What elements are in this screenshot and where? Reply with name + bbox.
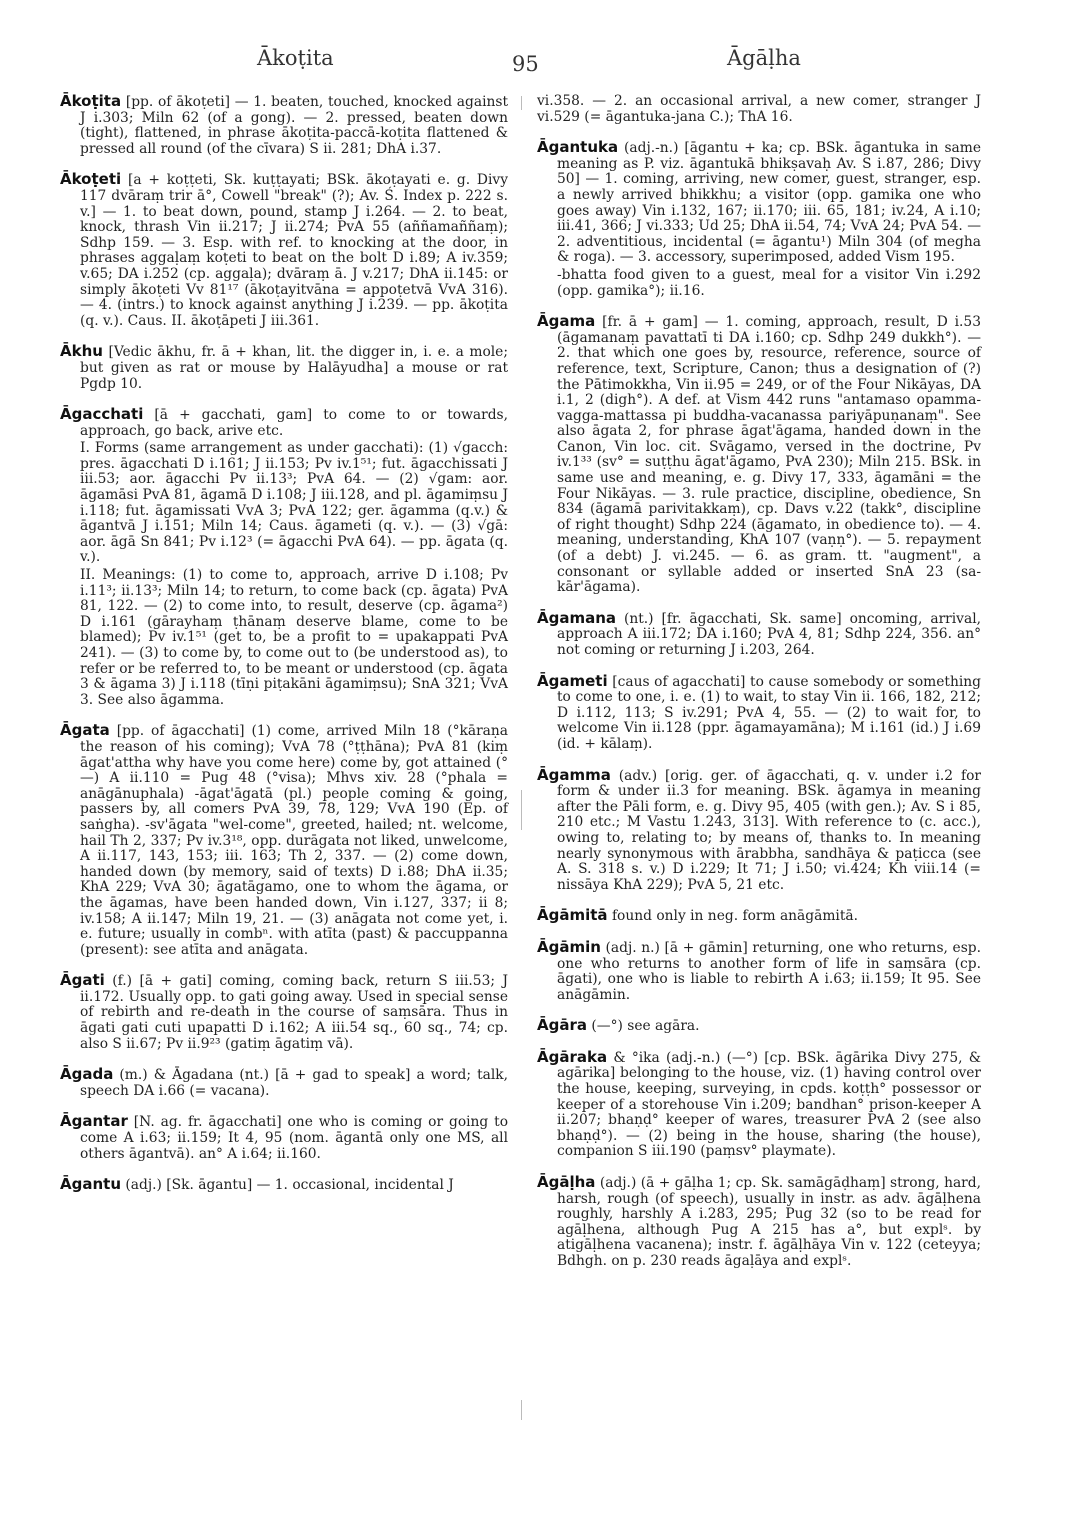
entry-headword: Āgāra [537, 1016, 587, 1035]
column-divider-mark [521, 1400, 522, 1420]
entry-definition: (f.) [ā + gati] coming, coming back, return S iii.53; J ii.172. Usually opp. to gati going away. Used in special sense of rebirth and re-death in the course of saṃsāra. Thus in āgati gati cuti upapatti D i.162; A iii.54 sq., 60 sq., 74; cp. also S ii.67; Pv ii.9²³ (gatiṃ āgatiṃ vā). [80, 973, 508, 1052]
entry-definition: [pp. of āgacchati] (1) come, arrived Miln 18 (°kāraṇa the reason of his coming); VvA 78 (°ṭṭhāna); PvA 81 (kiṃ āgat'attha why have you come here) come by, got attained (°—) A ii.110 = Pug 48 (°visa); Mhvs xiv. 28 (°phala = anāgānuphala) -āgat'āgatā (pl.) people coming & going, passers by, all comers PvA 39, 78, 129; VvA 190 (Ep. of saṅgha). -sv'āgata "wel-come", greeted, hailed; nt. welcome, hail Th 2, 337; Pv iv.3¹⁸, opp. durāgata not liked, unwelcome, A ii.117, 143, 153; iii. 163; Th 2, 337. — (2) come down, handed down (by memory, said of texts) D i.88; DhA ii.35; KhA 229; VvA 30; āgatāgamo, one to whom the āgama, or the āgamas, have been handed down, Vin i.127, 337; ii 8; iv.158; A ii.147; Miln 19, 21. — (3) anāgata not come yet, i. e. future; usually in combⁿ. with atīta (past) & paccuppanna (present): see atīta and anāgata. [80, 723, 508, 958]
dictionary-entry [60, 344, 508, 392]
entry-headword: Āgāraka [537, 1047, 608, 1066]
entry-headword: Āgada [60, 1065, 114, 1084]
dictionary-entry [60, 1114, 508, 1162]
entry-headword: Āgacchati [60, 405, 144, 424]
dictionary-entry [60, 172, 508, 329]
entry-definition: (adj. n.) [ā + gāmin] returning, one who returns, esp. one who returns to another form of life in saṃsāra (cp. āgati), one who is liable to rebirth A i.63; ii.159; It 95. See anāgāmin. [557, 939, 981, 1003]
entry-definition: (adj.) [Sk. āgantu] — 1. occasional, incidental J [125, 1177, 454, 1194]
entry-headword: Āgata [60, 721, 110, 740]
entry-definition: (adv.) [orig. ger. of āgacchati, q. v. under i.2 for form & under ii.3 for meaning. BSk. āgamya in meaning after the Pāli form, e. g. Divy 95, 405 (with gen.); Av. S i 85, 210 etc.; M Vastu 1.243, 313]. With reference to (c. acc.), owing to, relating to; by means of, thanks to. In meaning nearly synonymous with ārabbha, sandhāya & paṭicca (see A. S. 318 s. v.) D i.229; It 71; J i.50; vi.424; Kh viii.14 (= nissāya KhA 229); PvA 5, 21 etc. [557, 767, 982, 893]
entry-headword: Ākhu [60, 342, 103, 361]
entry-headword: Āgantu [60, 1175, 121, 1194]
entry-subsection: II. Meanings: (1) to come to, approach, arrive D i.108; Pv i.11³; ii.13³; Miln 14; to return, to come back (cp. āgata) PvA 81, 122. — (2) to come into, to result, deserve (cp. āgama²) D i.161 (gārayhaṃ ṭhānaṃ deserve blame, come to be blamed); Pv iv.1⁵¹ (get to, be a profit to = upakappati PvA 241). — (3) to come by, to come out to (be understood as), to refer or be referred to, to be meant or understood (cp. āgata 3 & āgama 3) J i.118 (tīṇi piṭakāni āgamiṃsu); SnA 321; VvA 3. See also āgamma. [80, 567, 508, 708]
dictionary-entry [537, 908, 981, 925]
entry-headword: Āgantuka [537, 138, 619, 157]
entry-headword: Āgāḷha [537, 1173, 596, 1192]
right-column [537, 94, 981, 1285]
dictionary-entry [537, 1047, 981, 1160]
entry-subsection: -bhatta food given to a guest, meal for a visitor Vin i.292 (opp. gamika°); ii.16. [557, 266, 981, 299]
dictionary-entry [537, 94, 981, 125]
entry-headword: Āgāmitā [537, 906, 608, 925]
dictionary-entry [537, 608, 981, 659]
entry-definition: & °ika (adj.-n.) (—°) [cp. BSk. āgārika Divy 275, & agārika] belonging to the house, viz. (1) having control over the house, keeping, surveying, in cpds. koṭṭh° possessor or keeper of a storehouse Vin i.209; bandhan° prison-keeper A ii.207; bhaṇḍ° keeper of wares, treasurer PvA 2 (see also bhaṇḍ°). — (2) being in the house, sharing (the house), companion S iii.190 (paṃsv° playmate). [557, 1049, 981, 1160]
entry-definition: [ā + gacchati, gam] to come to or towards, approach, go back, arive etc. [80, 407, 509, 439]
dictionary-entry [60, 407, 508, 708]
entry-definition: found only in neg. form anāgāmitā. [611, 908, 858, 925]
entry-definition: (nt.) [fr. āgacchati, Sk. same] oncoming, arrival, approach A iii.172; DA i.160; PvA 4, 81; Sdhp 224, 356. an° not coming or returning J i.203, 264. [557, 610, 981, 658]
dictionary-entry [537, 140, 981, 299]
entry-headword: Āgameti [537, 671, 608, 690]
entry-definition: [pp. of ākoṭeti] — 1. beaten, touched, knocked against J i.303; Miln 62 (of a gong). — 2. pressed, beaten down (tight), flattened, in phrase ākoṭita-paccā-koṭita flattened & pressed all round (of the cīvara) S ii. 281; DhA i.37. [80, 94, 508, 157]
entry-subsection: I. Forms (same arrangement as under gacchati): (1) √gacch: pres. āgacchati D i.161; J ii.153; Pv iv.1⁵¹; fut. āgacchissati J iii.53; aor. āgacchi Pv ii.13³; PvA 64. — (2) √gam: aor. āgamāsi PvA 81, āgamā D i.108; J iii.128, and pl. āgamiṃsu J i.118; fut. āgamissati VvA 3; PvA 122; ger. āgamma (q.v.) & āgantvā J i.151; Miln 14; Caus. āgameti (q. v.). — (3) √gā: aor. āgā Sn 841; Pv i.12³ (= āgacchi PvA 64). — pp. āgata (q. v.). [80, 440, 508, 566]
dictionary-entry [537, 937, 981, 1003]
entry-definition: (adj.-n.) [āgantu + ka; cp. BSk. āgantuka in same meaning as P. viz. āgantukā bhikṣavaḥ Av. S i.87, 286; Divy 50] — 1. coming, arriving, new comer, guest, stranger, esp. a newly arrived bhikkhu; a visitor (opp. gamika one who goes away) Vin i.132, 167; ii.170; iii. 65, 181; iv.24, A i.10; iii.41, 366; J vi.333; Ud 25; DhA ii.54, 74; VvA 24; PvA 54. — 2. adventitious, incidental (= āgantu¹) Miln 304 (of megha & roga). — 3. accessory, superimposed, added Vism 195. [557, 140, 981, 266]
column-divider-mark [521, 790, 522, 830]
header-left-guideword: Ākoṭita [257, 46, 334, 70]
dictionary-entry [537, 671, 981, 753]
entry-definition: [fr. ā + gam] — 1. coming, approach, result, D i.53 (āgamanaṃ pavattatī ti DA i.160; cp. Sdhp 249 dukkh°). — 2. that which one goes by, resource, reference, source of reference, text, Scripture, Canon; thus a designation of (?) the Pātimokkha, Vin ii.95 = 249, or of the Four Nikāyas, DA i.1, 2 (digh°). A def. at Vism 442 runs "antamaso opamma-vagga-mattassa pi buddha-vacanassa pariyāpuṇanaṃ". See also āgata 2, for phrase āgat'āgama, handed down in the Canon, Vin loc. cit. Svāgamo, versed in the doctrine, Pv iv.1³³ (sv° = suṭṭhu āgat'āgamo, PvA 230); Miln 215. BSk. in same use and meaning, e. g. Divy 17, 333, āgamāni = the Four Nikāyas. — 3. rule practice, discipline, obedience, Sn 834 (āgamā parivitakkaṃ), cp. Davs v.22 (takk°, discipline of right thought) Sdhp 224 (āgamato, in obedience to). — 4. meaning, understanding, KhA 107 (vaṇṇ°). — 5. repayment (of a debt) J. vi.245. — 6. as gram. tt. "augment", a consonant or syllable added or inserted SnA 23 (sa-kār'āgama). [557, 314, 981, 596]
dictionary-entry [537, 1175, 981, 1270]
dictionary-entry [537, 1018, 981, 1035]
entry-headword: Ākoṭeti [60, 170, 122, 189]
entry-headword: Āgāmin [537, 937, 601, 956]
entry-headword: Āgama [537, 312, 596, 331]
entry-definition: (—°) see agāra. [591, 1018, 700, 1035]
entry-definition: [a + koṭṭeti, Sk. kuṭṭayati; BSk. ākoṭayati e. g. Divy 117 dvāraṃ trir ā°, Cowell "break" (?); Av. Ś. Index p. 222 s. v.] — 1. to beat down, pound, stamp J i.264. — 2. to beat, knock, thrash Vin ii.217; J ii.274; PvA 55 (aññamaññaṃ); Sdhp 159. — 3. Esp. with ref. to knocking at the door, in phrases aggaḷaṃ koṭeti to beat on the bolt D i.89; A iv.359; v.65; DA i.252 (cp. aggaḷa); dvāraṃ ā. J v.217; DhA ii.145: or simply ākoṭeti Vv 81¹⁷ (ākoṭayitvāna = appoṭetvā VvA 316). — 4. (intrs.) to knock against anything J i.239. — pp. ākoṭita (q. v.). Caus. II. ākoṭāpeti J iii.361. [80, 172, 509, 329]
dictionary-entry [60, 94, 508, 157]
column-divider-mark [521, 96, 522, 110]
entry-definition: (m.) & Āgadana (nt.) [ā + gad to speak] a word; talk, speech DA i.66 (= vacana). [80, 1067, 508, 1099]
header-right-guideword: Āgāḷha [727, 46, 801, 70]
entry-headword: Āgantar [60, 1112, 128, 1131]
page-header [0, 46, 1073, 76]
entry-definition: [caus of agacchati] to cause somebody or something to come to one, i. e. (1) to wait, to stay Vin ii. 166, 182, 212; D i.112, 113; S iv.291; PvA 4, 55. — (2) to wait for, to welcome Vin ii.128 (ppr. āgamayamāna); M i.161 (id.) J i.69 (id. + kālaṃ). [557, 673, 981, 752]
dictionary-entry [60, 1067, 508, 1099]
entry-definition: vi.358. — 2. an occasional arrival, a new comer, stranger J vi.529 (= āgantuka-jana C.); ThA 16. [537, 93, 981, 125]
dictionary-entry [60, 723, 508, 958]
dictionary-entry [60, 973, 508, 1052]
entry-headword: Ākoṭita [60, 92, 122, 110]
entry-definition: [N. ag. fr. āgacchati] one who is coming or going to come A i.63; ii.159; It 4, 95 (nom. āgantā only one MS, all others āgantvā). an° A i.64; ii.160. [80, 1114, 508, 1162]
dictionary-entry [537, 314, 981, 596]
entry-headword: Āgamana [537, 608, 617, 627]
entry-headword: Āgati [60, 971, 105, 990]
left-column [60, 94, 508, 1209]
dictionary-entry [537, 765, 982, 894]
entry-definition: (adj.) (ā + gāḷha 1; cp. Sk. samāgāḍhaṃ] strong, hard, harsh, rough (of speech), usually in instr. as adv. āgāḷhena roughly, harshly A i.283, 295; Pug 32 (so to be read for agāḷhena, although Pug A 215 has a°, but explˢ. by atigāḷhena vacanena); instr. f. āgāḷhāya Vin v. 122 (ceteyya; Bdhgh. on p. 230 reads āgaḷāya and explˢ. [557, 1175, 981, 1269]
entry-definition: [Vedic ākhu, fr. ā + khan, lit. the digger in, i. e. a mole; but given as rat or mouse by Halāyudha] a mouse or rat Pgdp 10. [80, 344, 509, 392]
entry-headword: Āgamma [537, 765, 611, 784]
dictionary-entry [60, 1177, 508, 1194]
page-number: 95 [512, 52, 539, 76]
